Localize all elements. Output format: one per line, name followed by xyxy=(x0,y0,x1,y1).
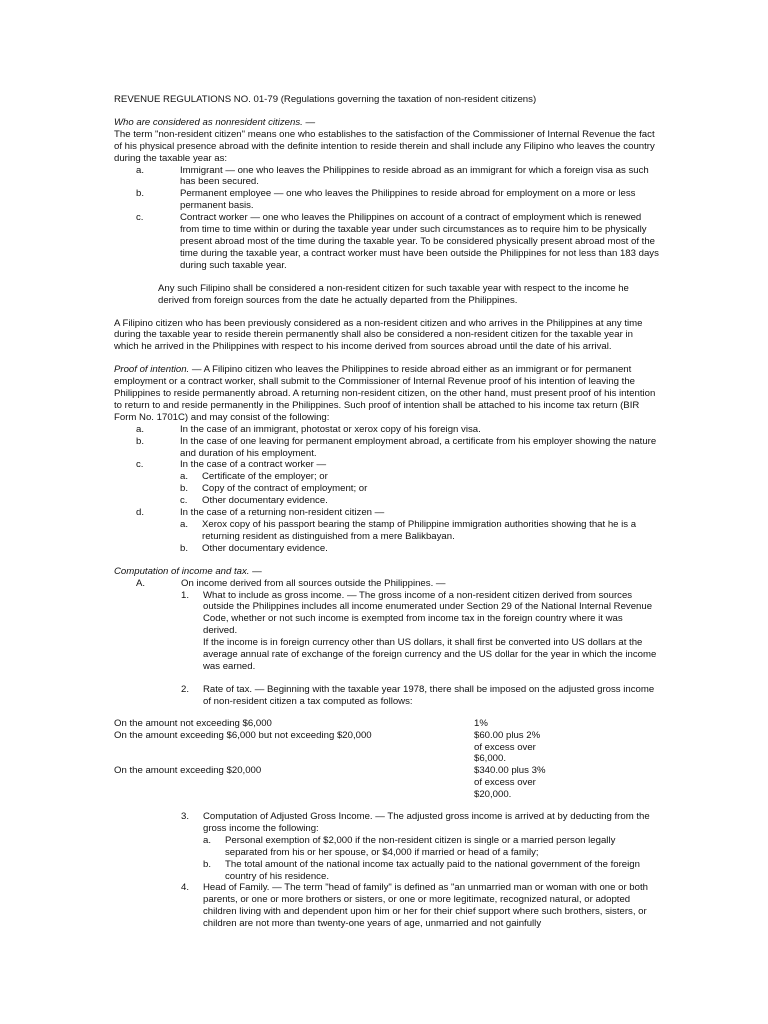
list-item-label: b. xyxy=(180,542,189,554)
list-item xyxy=(114,424,659,436)
list-item-label: a. xyxy=(136,423,145,435)
nonresident-intro: The term "non-resident citizen" means one who establishes to the satisfaction of the Commissioner of Internal Revenue the fact of his physical presence abroad with the definite intention to reside therein and shall include any Filipino who leaves the country during the taxable year as: xyxy=(114,128,655,164)
list-item xyxy=(114,212,659,272)
list-item-text: In the case of a returning non-resident citizen — xyxy=(180,507,385,519)
sub-list-item xyxy=(114,495,659,507)
sub-list-item xyxy=(114,543,659,555)
table-row xyxy=(114,730,659,766)
document-title: REVENUE REGULATIONS NO. 01-79 (Regulations governing the taxation of non-resident citizens) xyxy=(114,94,537,105)
item1-continuation: If the income is in foreign currency other than US dollars, it shall first be converted into US dollars at the average annual rate of exchange of the foreign currency and the US dollar for the year in which the income was earned. xyxy=(203,637,657,672)
list-item xyxy=(114,507,659,519)
list-item-text: Certificate of the employer; or xyxy=(202,471,328,483)
table-cell-tax: $60.00 plus 2% of excess over $6,000. xyxy=(474,729,541,765)
list-item-label: b. xyxy=(136,435,145,447)
list-item-label: a. xyxy=(203,834,212,846)
numbered-item xyxy=(114,684,659,708)
sub-list-item xyxy=(114,471,659,483)
list-item-text: In the case of an immigrant, photostat or xerox copy of his foreign visa. xyxy=(180,423,481,435)
list-item-text: Permanent employee — one who leaves the Philippines to reside abroad for employment on a more or less permanent basis. xyxy=(180,188,636,212)
list-item xyxy=(114,578,659,590)
returning-paragraph: A Filipino citizen who has been previously considered as a non-resident citizen and who arrives in the Philippines at any time during the taxable year to reside therein permanently shall also be considered a non-resident citizen for the taxable year in which he arrived in the Philippines with respect to his income derived from sources abroad until the date of his arrival. xyxy=(114,317,643,353)
list-item xyxy=(114,459,659,471)
list-item-label: a. xyxy=(136,164,145,176)
list-item-text: Head of Family. — The term "head of family" is defined as "an unmarried man or woman with one or both parents, or one or more brothers or sisters, or one or more legitimate, recognized natural, or adopted children living with and dependent upon him or her for their chief support where such brothers, sisters, or children are not more than twenty-one years of age, unmarried and not gainfully xyxy=(203,882,648,930)
list-item-text xyxy=(203,590,659,673)
list-item xyxy=(114,165,659,189)
table-cell-tax: $340.00 plus 3% of excess over $20,000. xyxy=(474,765,546,801)
list-item-text: The total amount of the national income tax actually paid to the national government of the foreign country of his residence. xyxy=(225,858,640,882)
proof-text: — A Filipino citizen who leaves the Philippines to reside abroad either as an immigrant or for permanent employment or a contract worker, shall submit to the Commissioner of Internal Revenue proof of his intention of leaving the Philippines to reside permanently abroad. A returning non-resident citizen, on the other hand, must present proof of his intention to return to and reside permanently in the Philippines. Such proof of intention shall be attached to his income tax return (BIR Form No. 1701C) and may consist of the following: xyxy=(114,364,656,423)
table-row xyxy=(114,765,659,801)
list-item-text: Personal exemption of $2,000 if the non-resident citizen is single or a married person legally separated from his or her spouse, or $4,000 if married or head of a family; xyxy=(225,834,616,858)
sub-list-item xyxy=(114,519,659,543)
list-item xyxy=(114,436,659,460)
table-cell-tax: 1% xyxy=(474,717,488,729)
list-item-label: c. xyxy=(180,495,188,507)
section-heading-nonresident: Who are considered as nonresident citizens. — xyxy=(114,116,316,128)
list-item-label: 3. xyxy=(181,811,190,823)
table-cell-bracket: On the amount exceeding $20,000 xyxy=(114,765,262,777)
table-cell-bracket: On the amount exceeding $6,000 but not exceeding $20,000 xyxy=(114,729,372,741)
list-item-label: b. xyxy=(180,483,189,495)
numbered-item xyxy=(114,590,659,673)
any-such-paragraph: Any such Filipino shall be considered a non-resident citizen for such taxable year with respect to the income he derived from foreign sources from the date he actually departed from the Philippines. xyxy=(158,282,629,306)
list-item-text: Xerox copy of his passport bearing the stamp of Philippine immigration authorities showing that he is a returning resident as distinguished from a mere Balikbayan. xyxy=(202,519,637,542)
list-item-text: On income derived from all sources outside the Philippines. — xyxy=(181,577,446,589)
list-item-label: c. xyxy=(136,212,144,224)
list-item-label: b. xyxy=(136,188,145,200)
list-item-label: 2. xyxy=(181,683,190,695)
numbered-item xyxy=(114,811,659,835)
section-heading-proof: Proof of intention. xyxy=(114,364,190,376)
list-item-text: Other documentary evidence. xyxy=(202,542,328,554)
list-item-text: Contract worker — one who leaves the Philippines on account of a contract of employment which is renewed from time to time within or during the taxable year under such circumstances as to require him to be physically present abroad most of the time during the taxable year. To be considered physically present abroad most of the time during the taxable year, a contract worker must have been outside the Philippines for not less than 183 days during such taxable year. xyxy=(180,212,659,271)
sub-list-item xyxy=(114,835,659,859)
list-item-text: In the case of one leaving for permanent employment abroad, a certificate from his employer showing the nature and duration of his employment. xyxy=(180,435,657,459)
numbered-item xyxy=(114,882,659,930)
list-item-label: 1. xyxy=(181,589,190,601)
list-item-text: Other documentary evidence. xyxy=(202,495,328,507)
sub-list-item xyxy=(114,483,659,495)
list-item-label: 4. xyxy=(181,882,190,894)
list-item xyxy=(114,188,659,212)
list-item-text: Copy of the contract of employment; or xyxy=(202,483,368,495)
list-item-label: A. xyxy=(136,577,146,589)
section-heading-computation: Computation of income and tax. — xyxy=(114,565,262,577)
proof-paragraph xyxy=(114,364,659,424)
list-item-text: Immigrant — one who leaves the Philippines to reside abroad as an immigrant for which a foreign visa as such has been secured. xyxy=(180,164,649,188)
list-item-text: In the case of a contract worker — xyxy=(180,459,327,471)
table-cell-bracket: On the amount not exceeding $6,000 xyxy=(114,717,272,729)
item1-text: What to include as gross income. — The gross income of a non-resident citizen derived from sources outside the Philippines includes all income enumerated under Section 29 of the National Internal Revenue Code, whether or not such income is exempted from income tax in the foreign country where it was derived. xyxy=(203,589,653,637)
list-item-label: b. xyxy=(203,858,212,870)
list-item-text: Rate of tax. — Beginning with the taxable year 1978, there shall be imposed on the adjusted gross income of non-resident citizen a tax computed as follows: xyxy=(203,683,655,707)
list-item-text: Computation of Adjusted Gross Income. — The adjusted gross income is arrived at by deducting from the gross income the following: xyxy=(203,811,650,834)
document-page xyxy=(114,94,659,930)
list-item-label: c. xyxy=(136,459,144,471)
list-item-label: a. xyxy=(180,471,189,483)
table-row xyxy=(114,718,659,730)
tax-rate-table xyxy=(114,718,659,801)
sub-list-item xyxy=(114,859,659,883)
list-item-label: a. xyxy=(180,519,189,530)
list-item-label: d. xyxy=(136,507,145,519)
